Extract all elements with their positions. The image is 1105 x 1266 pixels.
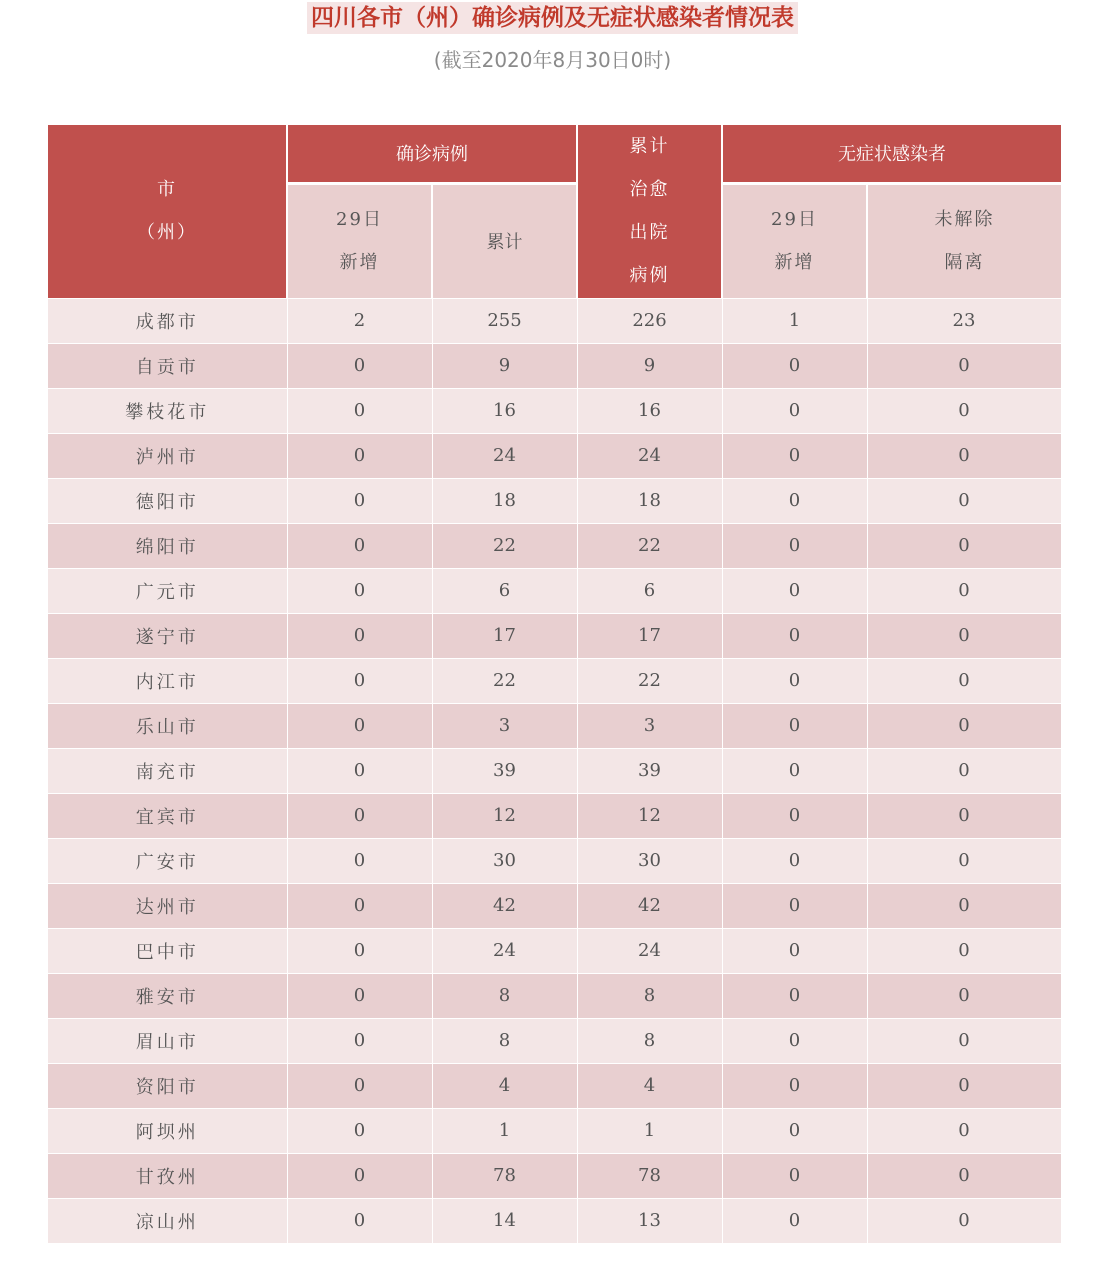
cell-city: 资阳市 xyxy=(48,1063,287,1108)
header-recovered-line: 病例 xyxy=(629,265,670,287)
cell-asym-new: 0 xyxy=(722,388,867,433)
cell-total: 255 xyxy=(432,298,577,343)
cell-asym-new: 0 xyxy=(722,433,867,478)
cell-isolation: 23 xyxy=(867,298,1061,343)
cell-isolation: 0 xyxy=(867,973,1061,1018)
cell-isolation: 0 xyxy=(867,343,1061,388)
cell-total: 22 xyxy=(432,658,577,703)
cell-total: 16 xyxy=(432,388,577,433)
cell-isolation: 0 xyxy=(867,883,1061,928)
cell-isolation: 0 xyxy=(867,1198,1061,1243)
cell-recovered: 22 xyxy=(577,523,722,568)
cell-new: 0 xyxy=(287,388,432,433)
cell-new: 0 xyxy=(287,1198,432,1243)
cell-recovered: 8 xyxy=(577,1018,722,1063)
cell-city: 广元市 xyxy=(48,568,287,613)
cell-recovered: 226 xyxy=(577,298,722,343)
cell-recovered: 3 xyxy=(577,703,722,748)
cell-city: 阿坝州 xyxy=(48,1108,287,1153)
table-row xyxy=(48,388,1061,433)
cell-asym-new: 0 xyxy=(722,973,867,1018)
header-asym-isolation xyxy=(867,183,1061,298)
header-recovered-line: 出院 xyxy=(629,222,670,244)
header-line: 未解除 xyxy=(934,209,995,230)
cell-total: 17 xyxy=(432,613,577,658)
cell-new: 0 xyxy=(287,1063,432,1108)
cell-city: 内江市 xyxy=(48,658,287,703)
header-line: 累计 xyxy=(486,232,523,253)
cell-total: 1 xyxy=(432,1108,577,1153)
cell-recovered: 22 xyxy=(577,658,722,703)
cell-total: 42 xyxy=(432,883,577,928)
cell-isolation: 0 xyxy=(867,388,1061,433)
cell-recovered: 1 xyxy=(577,1108,722,1153)
cases-table xyxy=(48,125,1062,1243)
cell-recovered: 18 xyxy=(577,478,722,523)
table-row xyxy=(48,793,1061,838)
header-line: 29日 xyxy=(336,209,383,230)
cell-city: 自贡市 xyxy=(48,343,287,388)
cell-recovered: 13 xyxy=(577,1198,722,1243)
cell-new: 0 xyxy=(287,568,432,613)
table-row xyxy=(48,523,1061,568)
cell-isolation: 0 xyxy=(867,433,1061,478)
cell-isolation: 0 xyxy=(867,928,1061,973)
cell-new: 0 xyxy=(287,703,432,748)
table-row xyxy=(48,1153,1061,1198)
cell-isolation: 0 xyxy=(867,1063,1061,1108)
cell-city: 南充市 xyxy=(48,748,287,793)
cell-isolation: 0 xyxy=(867,523,1061,568)
cell-recovered: 42 xyxy=(577,883,722,928)
cell-new: 0 xyxy=(287,928,432,973)
cell-new: 0 xyxy=(287,1153,432,1198)
title-bar xyxy=(0,0,1105,34)
cell-isolation: 0 xyxy=(867,838,1061,883)
table-row xyxy=(48,1018,1061,1063)
cell-city: 攀枝花市 xyxy=(48,388,287,433)
cell-asym-new: 0 xyxy=(722,478,867,523)
cell-asym-new: 0 xyxy=(722,928,867,973)
cell-asym-new: 0 xyxy=(722,1018,867,1063)
cell-new: 0 xyxy=(287,343,432,388)
header-city-line: （州） xyxy=(137,222,197,244)
cell-new: 0 xyxy=(287,433,432,478)
cell-asym-new: 1 xyxy=(722,298,867,343)
cell-new: 0 xyxy=(287,838,432,883)
cell-asym-new: 0 xyxy=(722,838,867,883)
cell-asym-new: 0 xyxy=(722,703,867,748)
cell-new: 0 xyxy=(287,973,432,1018)
cell-asym-new: 0 xyxy=(722,568,867,613)
cell-recovered: 24 xyxy=(577,433,722,478)
cell-total: 3 xyxy=(432,703,577,748)
table-row xyxy=(48,928,1061,973)
cell-isolation: 0 xyxy=(867,1108,1061,1153)
cell-city: 巴中市 xyxy=(48,928,287,973)
cell-recovered: 78 xyxy=(577,1153,722,1198)
cell-recovered: 12 xyxy=(577,793,722,838)
table-row xyxy=(48,973,1061,1018)
header-city-line: 市 xyxy=(157,179,177,201)
cell-asym-new: 0 xyxy=(722,523,867,568)
cell-total: 30 xyxy=(432,838,577,883)
page-title: 四川各市（州）确诊病例及无症状感染者情况表 xyxy=(307,2,798,34)
cell-total: 8 xyxy=(432,973,577,1018)
cell-total: 78 xyxy=(432,1153,577,1198)
header-recovered xyxy=(577,125,722,298)
cell-asym-new: 0 xyxy=(722,343,867,388)
cell-isolation: 0 xyxy=(867,1018,1061,1063)
header-line: 新增 xyxy=(339,252,380,273)
cell-city: 达州市 xyxy=(48,883,287,928)
header-confirmed-group xyxy=(287,125,577,183)
cell-recovered: 16 xyxy=(577,388,722,433)
table-row xyxy=(48,883,1061,928)
cell-asym-new: 0 xyxy=(722,613,867,658)
cell-new: 0 xyxy=(287,523,432,568)
cell-total: 9 xyxy=(432,343,577,388)
cell-recovered: 4 xyxy=(577,1063,722,1108)
cell-isolation: 0 xyxy=(867,658,1061,703)
cell-city: 雅安市 xyxy=(48,973,287,1018)
cell-city: 广安市 xyxy=(48,838,287,883)
cell-city: 泸州市 xyxy=(48,433,287,478)
cell-recovered: 17 xyxy=(577,613,722,658)
cell-isolation: 0 xyxy=(867,793,1061,838)
cell-asym-new: 0 xyxy=(722,793,867,838)
cell-asym-new: 0 xyxy=(722,883,867,928)
cell-recovered: 9 xyxy=(577,343,722,388)
cell-total: 14 xyxy=(432,1198,577,1243)
cell-city: 成都市 xyxy=(48,298,287,343)
table-row xyxy=(48,703,1061,748)
table-row xyxy=(48,568,1061,613)
header-line: 新增 xyxy=(774,252,815,273)
table-row xyxy=(48,478,1061,523)
cell-city: 绵阳市 xyxy=(48,523,287,568)
cell-city: 凉山州 xyxy=(48,1198,287,1243)
cell-new: 0 xyxy=(287,1018,432,1063)
header-line: 隔离 xyxy=(944,252,985,273)
cell-asym-new: 0 xyxy=(722,1063,867,1108)
table-row xyxy=(48,658,1061,703)
cell-city: 甘孜州 xyxy=(48,1153,287,1198)
cell-isolation: 0 xyxy=(867,568,1061,613)
cell-isolation: 0 xyxy=(867,613,1061,658)
cell-total: 18 xyxy=(432,478,577,523)
cell-isolation: 0 xyxy=(867,748,1061,793)
header-confirmed-label: 确诊病例 xyxy=(396,144,468,166)
table-row xyxy=(48,748,1061,793)
cell-recovered: 39 xyxy=(577,748,722,793)
cell-asym-new: 0 xyxy=(722,748,867,793)
table-row xyxy=(48,1108,1061,1153)
cell-city: 宜宾市 xyxy=(48,793,287,838)
cell-recovered: 24 xyxy=(577,928,722,973)
header-asymptomatic-label: 无症状感染者 xyxy=(838,144,946,166)
table-row xyxy=(48,1198,1061,1243)
cell-new: 0 xyxy=(287,613,432,658)
table-row xyxy=(48,343,1061,388)
cell-isolation: 0 xyxy=(867,478,1061,523)
cell-new: 0 xyxy=(287,478,432,523)
header-recovered-line: 累计 xyxy=(629,136,670,158)
cell-asym-new: 0 xyxy=(722,1108,867,1153)
cell-new: 0 xyxy=(287,793,432,838)
table-row xyxy=(48,433,1061,478)
cell-new: 0 xyxy=(287,1108,432,1153)
cell-total: 4 xyxy=(432,1063,577,1108)
cell-recovered: 30 xyxy=(577,838,722,883)
cell-asym-new: 0 xyxy=(722,1198,867,1243)
cell-total: 8 xyxy=(432,1018,577,1063)
header-confirmed-total xyxy=(432,183,577,298)
cell-city: 眉山市 xyxy=(48,1018,287,1063)
cell-total: 22 xyxy=(432,523,577,568)
table-row xyxy=(48,298,1061,343)
cell-asym-new: 0 xyxy=(722,658,867,703)
table-row xyxy=(48,613,1061,658)
cell-recovered: 8 xyxy=(577,973,722,1018)
cell-total: 12 xyxy=(432,793,577,838)
cell-recovered: 6 xyxy=(577,568,722,613)
cell-total: 24 xyxy=(432,928,577,973)
table-row xyxy=(48,1063,1061,1108)
cell-total: 39 xyxy=(432,748,577,793)
header-recovered-line: 治愈 xyxy=(629,179,670,201)
cell-new: 0 xyxy=(287,883,432,928)
cell-new: 0 xyxy=(287,658,432,703)
header-asymptomatic-group xyxy=(722,125,1061,183)
header-line: 29日 xyxy=(771,209,818,230)
cell-total: 6 xyxy=(432,568,577,613)
cell-isolation: 0 xyxy=(867,1153,1061,1198)
header-asym-new xyxy=(722,183,867,298)
cell-city: 乐山市 xyxy=(48,703,287,748)
cell-isolation: 0 xyxy=(867,703,1061,748)
header-confirmed-new xyxy=(287,183,432,298)
cell-city: 遂宁市 xyxy=(48,613,287,658)
cell-new: 2 xyxy=(287,298,432,343)
cell-total: 24 xyxy=(432,433,577,478)
table-row xyxy=(48,838,1061,883)
cell-new: 0 xyxy=(287,748,432,793)
page-subtitle: (截至2020年8月30日0时) xyxy=(433,48,672,72)
cell-city: 德阳市 xyxy=(48,478,287,523)
cell-asym-new: 0 xyxy=(722,1153,867,1198)
header-city xyxy=(48,125,287,298)
